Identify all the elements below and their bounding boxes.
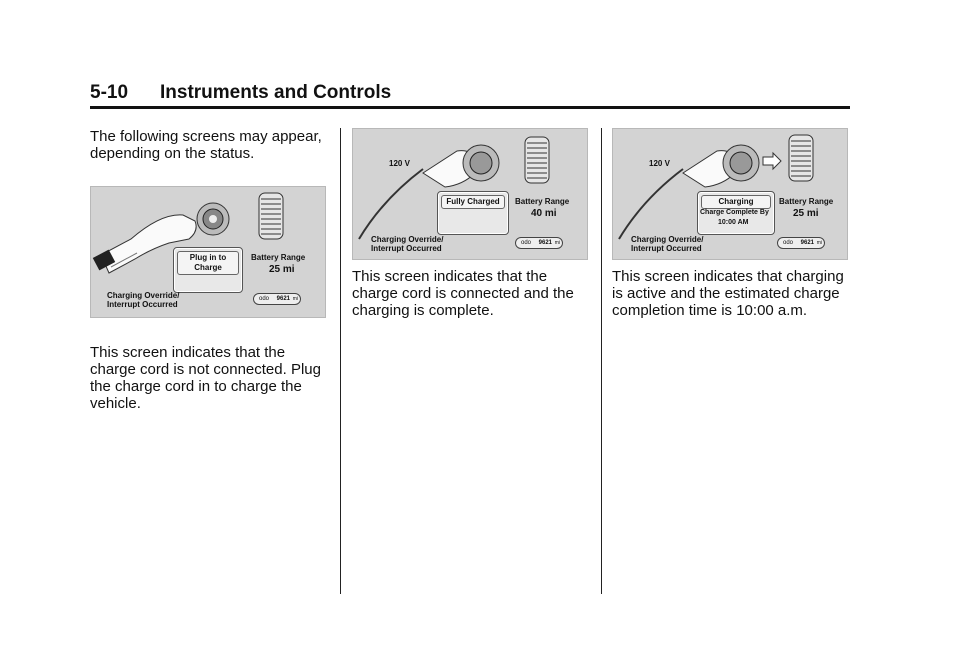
status-message: Charging <box>701 195 771 209</box>
override-label: Charging Override/ <box>107 291 180 300</box>
battery-range-value: 40 mi <box>531 208 557 219</box>
odometer-label: odo <box>259 296 270 302</box>
override-label-2: Interrupt Occurred <box>631 244 702 253</box>
battery-range-value: 25 mi <box>793 208 819 219</box>
intro-paragraph: The following screens may appear, depending on the status. <box>90 128 322 162</box>
column-3 <box>612 128 852 319</box>
section-title: Instruments and Controls <box>160 82 392 103</box>
column-1 <box>90 128 330 412</box>
status-message-box <box>697 191 775 235</box>
status-message: Fully Charged <box>441 195 505 209</box>
status-message-box <box>173 247 243 293</box>
voltage-label: 120 V <box>389 159 410 168</box>
odometer <box>515 237 563 249</box>
caption: This screen indicates that the charge cord is not connected. Plug the charge cord in to charge the vehicle. <box>90 344 321 412</box>
battery-range-label: Battery Range <box>779 197 834 206</box>
odometer-unit: mi <box>292 296 298 302</box>
page-header <box>90 80 850 109</box>
odometer-label: odo <box>521 240 532 246</box>
charge-screen-plug-in <box>90 186 326 318</box>
column-divider <box>601 128 602 594</box>
odometer-label: odo <box>783 240 794 246</box>
caption: This screen indicates that charging is active and the estimated charge completion time is 10:00 a.m. <box>612 268 844 319</box>
override-label-2: Interrupt Occurred <box>371 244 442 253</box>
status-message-box <box>437 191 509 235</box>
column-divider <box>340 128 341 594</box>
column-2 <box>352 128 592 319</box>
charge-complete-time: 10:00 AM <box>718 219 749 226</box>
odometer-value: 9621 <box>276 296 290 302</box>
override-label-2: Interrupt Occurred <box>107 300 178 309</box>
override-label: Charging Override/ <box>631 235 704 244</box>
odometer-value: 9621 <box>800 240 814 246</box>
charge-screen-fully-charged <box>352 128 588 260</box>
battery-range-value: 25 mi <box>269 264 295 275</box>
odometer-unit: mi <box>816 240 822 246</box>
override-label: Charging Override/ <box>371 235 444 244</box>
odometer-unit: mi <box>554 240 560 246</box>
battery-range-label: Battery Range <box>515 197 570 206</box>
battery-range-label: Battery Range <box>251 253 306 262</box>
charge-screen-charging <box>612 128 848 260</box>
odometer-value: 9621 <box>538 240 552 246</box>
odometer <box>253 293 301 305</box>
status-message: Plug in to Charge <box>177 251 239 275</box>
page-number: 5-10 <box>90 82 129 103</box>
odometer <box>777 237 825 249</box>
voltage-label: 120 V <box>649 159 670 168</box>
charge-complete-label: Charge Complete By <box>700 209 769 216</box>
caption: This screen indicates that the charge cord is connected and the charging is complete. <box>352 268 574 319</box>
